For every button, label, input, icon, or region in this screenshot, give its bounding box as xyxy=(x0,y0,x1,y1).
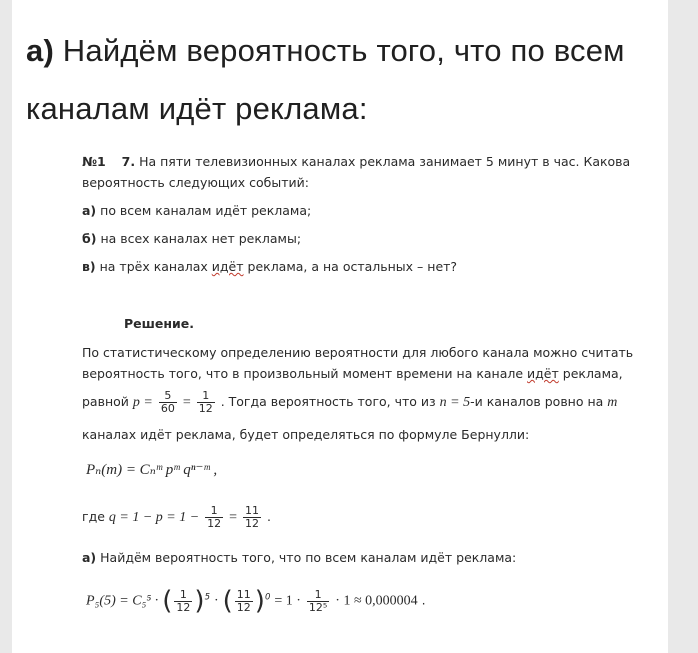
final-formula: P₅(5) = C₅⁵ · ( $\frac{1}{12}$ )$^5$ · ( $\frac{11}{12}$ )$^0$ = 1 · $\frac{1}{\text{12⁵}}$ · 1 ≈ 0,000004 . xyxy=(86,586,426,616)
question-a xyxy=(82,203,311,218)
n-equals: n = 5 xyxy=(439,395,471,410)
question-v-post: реклама, а на остальных – нет? xyxy=(247,259,458,274)
post-card xyxy=(12,0,668,653)
solution-line-3-mid: . Тогда вероятность того, что из xyxy=(220,394,436,409)
word-gde: где xyxy=(82,509,105,524)
fraction-5-60: $\frac{5}{60}$ xyxy=(160,389,175,415)
problem-line-1 xyxy=(82,154,630,169)
m-variable: m xyxy=(607,395,618,410)
answer-a-text: Найдём вероятность того, что по всем каналам идёт реклама: xyxy=(100,550,517,565)
answer-heading xyxy=(26,22,656,138)
solution-line-2-word: идёт xyxy=(527,366,559,381)
solution-line-3-post: -и каналов ровно на xyxy=(470,394,604,409)
fraction-11-12-q: $\frac{11}{12}$ xyxy=(245,504,260,530)
solution-line-2-post: реклама, xyxy=(562,366,623,381)
answer-a-line xyxy=(82,550,516,565)
p-equals: p = xyxy=(132,395,153,410)
problem-number-label: №1 xyxy=(82,154,106,169)
problem-number: 7. xyxy=(121,154,136,169)
heading-letter: а) xyxy=(26,33,54,68)
answer-a-label: а) xyxy=(82,550,97,565)
bernoulli-formula: Pₙ(m) = Cₙᵐ pᵐ qⁿ⁻ᵐ , xyxy=(86,462,218,478)
question-a-text: по всем каналам идёт реклама; xyxy=(100,203,312,218)
fraction-1-12: $\frac{1}{12}$ xyxy=(198,389,213,415)
question-v-word: идёт xyxy=(211,259,244,274)
solution-line-2 xyxy=(82,366,623,381)
q-formula-line: где q = 1 − p = 1 − $\frac{1}{12}$ = $\frac{11}{12}$ . xyxy=(82,504,272,530)
q-end: . xyxy=(267,509,272,524)
final-mid: = 1 · xyxy=(274,593,301,609)
solution-line-1: По статистическому определению вероятности для любого канала можно считать xyxy=(82,345,634,360)
final-lhs: P₅(5) = C₅⁵ · xyxy=(86,593,159,609)
question-a-label: а) xyxy=(82,203,97,218)
fraction-1-12-q: $\frac{1}{12}$ xyxy=(207,504,222,530)
question-b xyxy=(82,231,301,246)
final-fraction-1: $\frac{1}{12}$ xyxy=(176,587,191,614)
solution-line-4: каналах идёт реклама, будет определяться по формуле Бернулли: xyxy=(82,427,530,442)
heading-text: Найдём вероятность того, что по всем каналам идёт реклама: xyxy=(26,33,625,126)
word-ravnoy: равной xyxy=(82,394,129,409)
final-exp-2: 0 xyxy=(264,592,271,603)
solution-title: Решение. xyxy=(124,316,195,331)
final-fraction-3: $\frac{1}{\text{12⁵}}$ xyxy=(308,587,328,614)
final-exp-1: 5 xyxy=(204,592,210,603)
q-equals: q = 1 − p = 1 − xyxy=(108,510,200,525)
question-b-label: б) xyxy=(82,231,97,246)
question-v-pre: на трёх каналах xyxy=(99,259,208,274)
question-v xyxy=(82,259,457,274)
solution-line-3: равной p = $\frac{5}{60}$ = $\frac{1}{12}$ . Тогда вероятность того, что из n = 5-и каналов ровно на m xyxy=(82,389,618,415)
final-fraction-2: $\frac{11}{12}$ xyxy=(236,587,251,614)
question-v-label: в) xyxy=(82,259,96,274)
final-end: . xyxy=(421,592,426,608)
scanned-solution-image xyxy=(12,140,668,653)
problem-line-2: вероятность следующих событий: xyxy=(82,175,309,190)
solution-line-2-pre: вероятность того, что в произвольный момент времени на канале xyxy=(82,366,524,381)
problem-text-1: На пяти телевизионных каналах реклама занимает 5 минут в час. Какова xyxy=(139,154,631,169)
question-b-text: на всех каналах нет рекламы; xyxy=(100,231,302,246)
final-rhs: · 1 ≈ 0,000004 xyxy=(335,593,418,609)
